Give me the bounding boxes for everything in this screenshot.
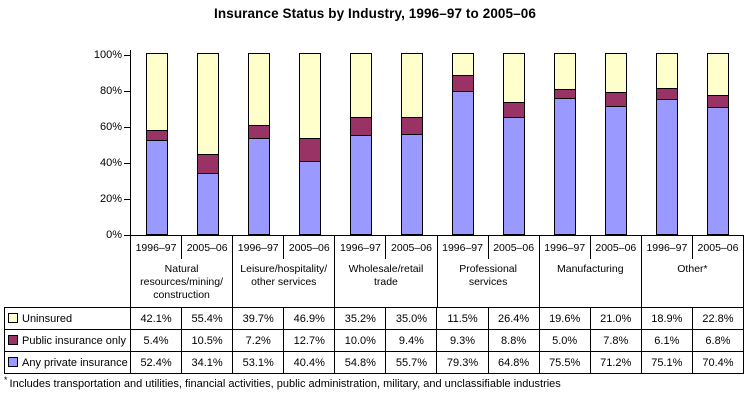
period-row xyxy=(131,236,232,259)
y-tick-label: 40% xyxy=(99,157,122,169)
legend-swatch-any-private-insurance-icon xyxy=(8,357,18,367)
value-cell: 40.4% xyxy=(284,352,335,374)
stacked-bar xyxy=(605,53,627,235)
value-cell: 21.0% xyxy=(590,308,641,330)
bar-segment-public-insurance-only xyxy=(708,95,728,107)
value-cell: 39.7% xyxy=(233,308,284,330)
bar-segment-public-insurance-only xyxy=(351,117,371,135)
industry-label xyxy=(642,259,743,307)
value-cell: 54.8% xyxy=(335,352,386,374)
value-cell: 5.0% xyxy=(539,330,590,352)
table-row-any-private-insurance xyxy=(5,352,744,374)
legend-swatch-public-insurance-only-icon xyxy=(8,335,18,345)
value-cell: 55.7% xyxy=(386,352,437,374)
bar-segment-any-private-insurance xyxy=(708,107,728,234)
value-cell: 75.5% xyxy=(539,352,590,374)
bar-segment-any-private-insurance xyxy=(147,140,167,234)
footnote xyxy=(4,375,561,390)
period-label: 1996–97 xyxy=(335,236,386,259)
value-cell: 35.2% xyxy=(335,308,386,330)
stacked-bar xyxy=(656,53,678,235)
category-group-professional-services xyxy=(438,236,540,307)
period-label: 2005–06 xyxy=(288,241,330,254)
value-cell: 35.0% xyxy=(386,308,437,330)
value-cell: 12.7% xyxy=(284,330,335,352)
value-cell: 22.8% xyxy=(692,308,743,330)
chart-title: Insurance Status by Industry, 1996–97 to 2005–06 xyxy=(214,6,536,21)
bar-segment-uninsured xyxy=(606,54,626,92)
period-label: 1996–97 xyxy=(642,236,693,259)
bar-segment-any-private-insurance xyxy=(453,91,473,234)
category-axis xyxy=(130,236,744,307)
y-tick-label: 20% xyxy=(99,193,122,205)
industry-label-line: trade xyxy=(373,276,398,288)
bar-slot xyxy=(489,55,540,235)
bar-slot xyxy=(131,55,182,235)
bar-segment-any-private-insurance xyxy=(198,173,218,234)
period-row xyxy=(233,236,334,259)
value-cell: 42.1% xyxy=(131,308,182,330)
period-label: 1996–97 xyxy=(540,236,591,259)
category-group-natural-resources-mining-construction xyxy=(131,236,233,307)
value-cell: 64.8% xyxy=(488,352,539,374)
value-cell: 7.8% xyxy=(590,330,641,352)
category-group-wholesale-retail-trade xyxy=(335,236,437,307)
bar-segment-uninsured xyxy=(504,54,524,102)
stacked-bar xyxy=(350,53,372,235)
bar-segment-any-private-insurance xyxy=(300,161,320,234)
value-cell: 70.4% xyxy=(692,352,743,374)
industry-label-line: other services xyxy=(251,276,317,288)
bar-segment-any-private-insurance xyxy=(351,135,371,234)
stacked-bar xyxy=(707,53,729,235)
bar-slot xyxy=(591,55,642,235)
period-label: 2005–06 xyxy=(186,241,228,254)
value-cell: 9.3% xyxy=(437,330,488,352)
value-cell: 6.1% xyxy=(641,330,692,352)
bar-segment-uninsured xyxy=(351,54,371,117)
industry-label xyxy=(233,259,334,307)
bar-segment-uninsured xyxy=(402,54,422,117)
y-tick-label: 80% xyxy=(99,85,122,97)
stacked-bar xyxy=(146,53,168,235)
legend-label: Any private insurance xyxy=(22,356,128,369)
bar-segment-public-insurance-only xyxy=(402,117,422,134)
legend-cell xyxy=(5,352,131,374)
category-group-other xyxy=(642,236,744,307)
value-cell: 11.5% xyxy=(437,308,488,330)
period-label: 2005–06 xyxy=(493,241,535,254)
bar-slot xyxy=(437,55,488,235)
bar-segment-public-insurance-only xyxy=(300,138,320,161)
value-cell: 34.1% xyxy=(182,352,233,374)
value-cell: 7.2% xyxy=(233,330,284,352)
industry-label-line: resources/mining/ xyxy=(140,276,224,288)
value-cell: 8.8% xyxy=(488,330,539,352)
bar-segment-public-insurance-only xyxy=(504,102,524,118)
bar-segment-any-private-insurance xyxy=(657,99,677,234)
value-cell: 10.0% xyxy=(335,330,386,352)
plot-area xyxy=(131,55,744,235)
bar-slot xyxy=(284,55,335,235)
value-cell: 19.6% xyxy=(539,308,590,330)
bar-segment-any-private-insurance xyxy=(606,106,626,234)
industry-label-line: Manufacturing xyxy=(557,263,624,275)
value-cell: 9.4% xyxy=(386,330,437,352)
industry-label-line: services xyxy=(468,276,508,288)
stacked-bar xyxy=(401,53,423,235)
bar-segment-public-insurance-only xyxy=(453,75,473,92)
value-cell: 53.1% xyxy=(233,352,284,374)
industry-label xyxy=(540,259,641,307)
bar-segment-uninsured xyxy=(198,54,218,154)
value-cell: 18.9% xyxy=(641,308,692,330)
industry-label xyxy=(438,259,539,307)
value-cell: 75.1% xyxy=(641,352,692,374)
table-row-uninsured xyxy=(5,308,744,330)
legend-cell xyxy=(5,330,131,352)
period-label: 2005–06 xyxy=(391,241,432,254)
period-row xyxy=(438,236,539,259)
category-group-manufacturing xyxy=(540,236,642,307)
industry-label xyxy=(131,259,232,307)
value-cell: 71.2% xyxy=(590,352,641,374)
value-cell: 10.5% xyxy=(182,330,233,352)
bar-segment-uninsured xyxy=(708,54,728,95)
bar-slot xyxy=(233,55,284,235)
period-label: 1996–97 xyxy=(438,236,489,259)
period-row xyxy=(540,236,641,259)
industry-label-line: Other* xyxy=(677,263,708,275)
bar-segment-public-insurance-only xyxy=(555,89,575,98)
bar-slot xyxy=(335,55,386,235)
period-label: 2005–06 xyxy=(595,241,637,254)
bar-segment-public-insurance-only xyxy=(606,92,626,106)
period-row xyxy=(335,236,436,259)
stacked-bar xyxy=(197,53,219,235)
bar-slot xyxy=(693,55,744,235)
bar-segment-any-private-insurance xyxy=(555,98,575,234)
category-group-leisure-hospitality-other-services xyxy=(233,236,335,307)
legend-label: Uninsured xyxy=(22,312,73,325)
footnote-text: Includes transportation and utilities, financial activities, public administration, military, and unclassifiable industries xyxy=(9,378,561,390)
industry-label-line: Leisure/hospitality/ xyxy=(240,263,328,275)
legend-label: Public insurance only xyxy=(22,334,126,347)
y-tick-label: 100% xyxy=(93,49,122,61)
bar-segment-uninsured xyxy=(249,54,269,125)
bar-segment-uninsured xyxy=(657,54,677,88)
stacked-bar xyxy=(248,53,270,235)
bar-segment-any-private-insurance xyxy=(249,138,269,234)
bar-segment-any-private-insurance xyxy=(504,117,524,234)
value-cell: 6.8% xyxy=(692,330,743,352)
period-label: 1996–97 xyxy=(233,236,284,259)
y-tick-label: 60% xyxy=(99,121,122,133)
industry-label xyxy=(335,259,436,307)
stacked-bar xyxy=(503,53,525,235)
bar-segment-public-insurance-only xyxy=(657,88,677,99)
industry-label-line: Natural xyxy=(164,263,199,275)
footnote-marker: * xyxy=(4,375,8,385)
bar-segment-uninsured xyxy=(147,54,167,130)
value-cell: 26.4% xyxy=(488,308,539,330)
bar-segment-uninsured xyxy=(300,54,320,138)
bar-slot xyxy=(386,55,437,235)
bar-segment-uninsured xyxy=(555,54,575,89)
table-row-public-insurance-only xyxy=(5,330,744,352)
bar-segment-public-insurance-only xyxy=(198,154,218,173)
period-label: 2005–06 xyxy=(697,241,739,254)
value-cell: 5.4% xyxy=(131,330,182,352)
data-table xyxy=(4,307,744,374)
bar-slot xyxy=(182,55,233,235)
bar-segment-uninsured xyxy=(453,54,473,75)
period-row xyxy=(642,236,743,259)
industry-label-line: Professional xyxy=(459,263,517,275)
legend-cell xyxy=(5,308,131,330)
stacked-bar xyxy=(452,53,474,235)
bar-slot xyxy=(540,55,591,235)
legend-swatch-uninsured-icon xyxy=(8,313,18,323)
bar-segment-public-insurance-only xyxy=(249,125,269,138)
bar-slot xyxy=(642,55,693,235)
period-label: 1996–97 xyxy=(131,236,182,259)
y-tick-label: 0% xyxy=(106,229,122,241)
industry-label-line: construction xyxy=(153,289,210,301)
value-cell: 52.4% xyxy=(131,352,182,374)
value-cell: 79.3% xyxy=(437,352,488,374)
value-cell: 46.9% xyxy=(284,308,335,330)
bar-segment-any-private-insurance xyxy=(402,134,422,234)
bar-segment-public-insurance-only xyxy=(147,130,167,140)
stacked-bar xyxy=(299,53,321,235)
industry-label-line: Wholesale/retail xyxy=(348,263,424,275)
value-cell: 55.4% xyxy=(182,308,233,330)
stacked-bar xyxy=(554,53,576,235)
